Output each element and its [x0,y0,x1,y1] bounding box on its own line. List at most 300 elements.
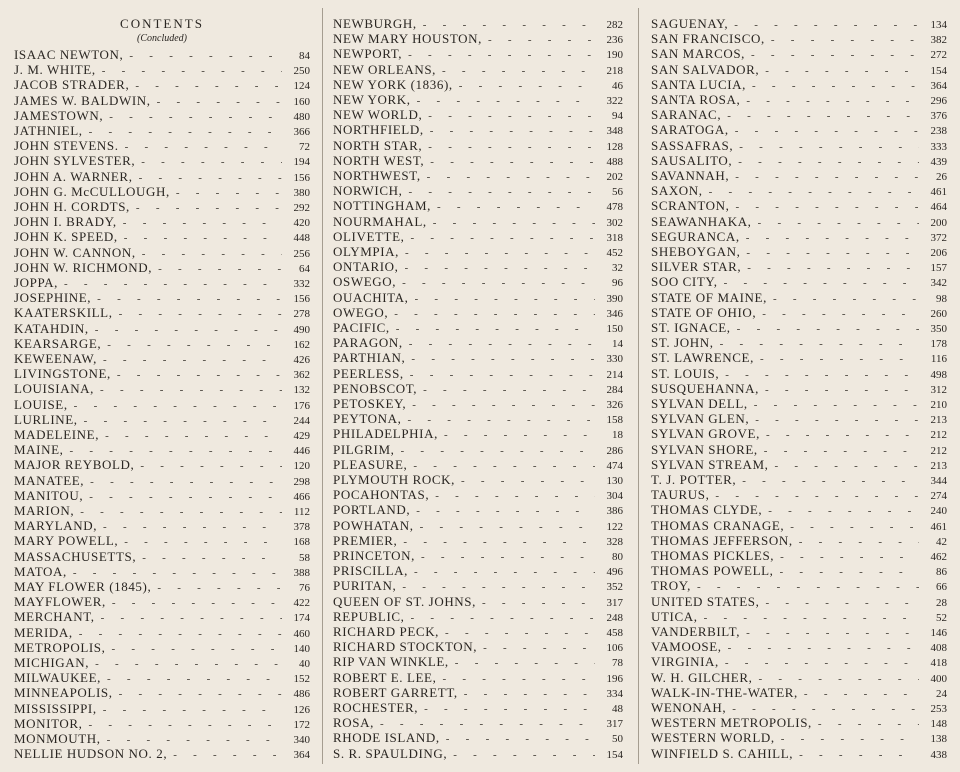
contents-entry [333,715,623,730]
contents-entry [651,259,947,274]
contents-entry [333,487,623,502]
contents-entry [651,746,947,761]
entry-title: WALK-IN-THE-WATER, [651,684,798,700]
entry-page-number: 438 [930,748,947,761]
entry-page-number: 376 [930,110,947,123]
entry-page-number: 213 [930,414,947,427]
entry-page-number: 24 [936,687,947,700]
entry-page-number: 426 [293,354,310,366]
contents-entry [14,473,310,488]
contents-entry [333,396,623,411]
entry-page-number: 130 [606,475,623,487]
entry-page-number: 238 [930,125,947,138]
entry-page-number: 96 [612,277,623,290]
entry-page-number: 364 [930,79,947,92]
contents-entry [333,290,623,305]
entry-title: NELLIE HUDSON NO. 2, [14,746,168,762]
contents-entry [333,274,623,289]
entry-title: LURLINE, [14,411,78,427]
entry-page-number: 162 [293,338,310,351]
entry-title: JOHN I. BRADY, [14,214,117,230]
entry-title: NEW YORK, [333,92,411,107]
entry-page-number: 132 [293,384,310,397]
contents-entry [651,654,947,669]
entry-page-number: 318 [606,231,623,244]
entry-page-number: 200 [930,216,947,229]
entry-title: SYLVAN DELL, [651,396,748,411]
entry-title: NEW MARY HOUSTON, [333,31,482,47]
entry-page-number: 240 [930,505,947,518]
entry-title: NEW YORK (1836), [333,76,453,92]
entry-title: NOURMAHAL, [333,213,427,229]
entry-title: THOMAS POWELL, [651,563,774,579]
entry-title: SYLVAN GROVE, [651,426,760,442]
entry-title: JOHN A. WARNER, [14,168,133,184]
entry-title: PEERLESS, [333,365,404,381]
contents-entry [14,488,310,503]
entry-page-number: 18 [612,429,623,442]
contents-entry [14,260,310,275]
contents-entry [14,625,310,640]
contents-entry [14,579,310,594]
entry-page-number: 250 [293,65,310,78]
contents-entry [333,381,623,396]
entry-page-number: 462 [930,551,947,563]
entry-title: MICHIGAN, [14,655,90,670]
contents-entry [651,426,947,441]
entry-title: NEW WORLD, [333,107,423,123]
entry-page-number: 157 [930,262,947,275]
contents-entry [333,654,623,669]
entry-page-number: 236 [606,34,623,47]
entry-title: NEWBURGH, [333,16,417,31]
entry-title: VANDERBILT, [651,624,741,639]
contents-entry [333,609,623,624]
entry-title: THOMAS PICKLES, [651,548,775,563]
entry-page-number: 158 [606,414,623,427]
entry-page-number: 56 [612,186,623,199]
entry-title: UTICA, [651,608,698,624]
entry-page-number: 94 [612,110,623,123]
entry-title: TROY, [651,578,691,594]
entry-title: ROBERT E. LEE, [333,669,437,685]
contents-entry [651,457,947,472]
contents-entry [333,31,623,46]
entry-title: JOHN G. McCULLOUGH, [14,183,170,199]
entry-title: MONMOUTH, [14,731,101,746]
contents-entry [333,77,623,92]
contents-entry [14,290,310,305]
entry-title: NORTH WEST, [333,152,425,168]
entry-title: ST. LOUIS, [651,365,720,381]
entry-page-number: 372 [930,231,947,244]
dot-leader [173,748,282,763]
contents-entry [651,472,947,487]
contents-entry [333,533,623,548]
entry-page-number: 260 [930,307,947,320]
entry-title: PEYTONA, [333,411,402,427]
contents-entry [14,305,310,320]
contents-entry [333,153,623,168]
entry-title: JOHN K. SPEED, [14,229,118,245]
entry-page-number: 274 [930,490,947,503]
contents-entry [651,198,947,213]
contents-entry [651,487,947,502]
entry-title: WINFIELD S. CAHILL, [651,745,794,761]
entry-page-number: 378 [293,521,310,534]
entry-page-number: 380 [293,186,310,199]
entry-page-number: 362 [293,369,310,382]
entry-page-number: 256 [293,247,310,260]
entry-page-number: 42 [936,535,947,548]
entry-title: JOSEPHINE, [14,290,92,306]
entry-title: SCRANTON, [651,198,730,214]
entry-page-number: 272 [930,49,947,62]
entry-title: SASSAFRAS, [651,137,734,153]
contents-entry [14,245,310,260]
column-divider [638,8,639,764]
entry-title: KAATERSKILL, [14,305,113,321]
entry-page-number: 72 [299,141,310,154]
entry-page-number: 278 [293,308,310,321]
contents-entry [651,335,947,350]
entry-title: MATOA, [14,563,67,579]
contents-entry [14,731,310,746]
entry-title: SHEBOYGAN, [651,244,741,259]
contents-entry [333,518,623,533]
entry-page-number: 253 [930,703,947,715]
entry-page-number: 134 [930,19,947,31]
contents-entry [14,138,310,153]
contents-entry [14,321,310,336]
entry-page-number: 342 [930,277,947,290]
contents-entry [14,366,310,381]
entry-page-number: 322 [606,95,623,107]
entry-title: ROBERT GARRETT, [333,684,458,700]
entry-page-number: 122 [606,520,623,533]
contents-entry [14,412,310,427]
entry-title: PILGRIM, [333,441,395,457]
entry-title: OWEGO, [333,304,389,320]
entry-title: JATHNIEL, [14,123,83,138]
entry-page-number: 196 [606,672,623,685]
entry-title: SAGUENAY, [651,16,729,31]
entry-page-number: 330 [606,353,623,366]
entry-title: KEARSARGE, [14,335,102,351]
contents-entry [651,624,947,639]
contents-entry [14,701,310,716]
entry-title: PLYMOUTH ROCK, [333,472,455,487]
entry-page-number: 420 [293,217,310,230]
entry-page-number: 400 [930,672,947,685]
entry-title: OLYMPIA, [333,244,399,259]
entry-title: MAY FLOWER (1845), [14,579,152,594]
contents-entry [333,563,623,578]
entry-title: JOPPA, [14,275,58,290]
contents-entry [14,594,310,609]
contents-entry [651,168,947,183]
dot-leader [453,748,595,763]
contents-entry [333,594,623,609]
entry-page-number: 248 [606,611,623,624]
entry-title: NORWICH, [333,183,403,199]
entry-title: RICHARD PECK, [333,624,440,639]
entry-page-number: 461 [930,186,947,199]
entry-title: REPUBLIC, [333,608,405,624]
entry-page-number: 486 [293,688,310,701]
contents-entry [333,426,623,441]
contents-entry [333,138,623,153]
entry-title: PLEASURE, [333,456,408,472]
entry-title: NORTH STAR, [333,137,423,153]
contents-entry [651,563,947,578]
contents-entry [333,624,623,639]
entry-page-number: 302 [606,216,623,229]
entry-page-number: 174 [293,612,310,625]
entry-title: OLIVETTE, [333,228,405,244]
contents-entry [651,138,947,153]
entry-page-number: 304 [606,490,623,503]
contents-entry [651,350,947,365]
contents-entry [333,730,623,745]
contents-entry [14,275,310,290]
entry-page-number: 84 [299,50,310,62]
entry-title: SANTA ROSA, [651,92,741,107]
entry-page-number: 326 [606,399,623,411]
contents-entry [14,655,310,670]
contents-entry [333,122,623,137]
entry-page-number: 14 [612,338,623,351]
contents-entry [651,700,947,715]
entry-title: MARYLAND, [14,518,98,534]
entry-page-number: 344 [930,475,947,487]
entry-page-number: 317 [606,596,623,609]
entry-page-number: 282 [606,19,623,31]
contents-entry [14,457,310,472]
contents-entry [333,685,623,700]
entry-title: MILWAUKEE, [14,670,101,686]
entry-title: SILVER STAR, [651,259,742,275]
entry-title: MINNEAPOLIS, [14,685,113,701]
entry-page-number: 178 [930,338,947,351]
entry-title: WENONAH, [651,700,727,715]
entry-page-number: 148 [930,718,947,731]
contents-entry [14,503,310,518]
contents-entry [651,290,947,305]
column-divider [322,8,323,764]
contents-entry [333,335,623,350]
entry-title: ISAAC NEWTON, [14,47,124,62]
entry-page-number: 429 [293,430,310,442]
entry-page-number: 390 [606,292,623,305]
contents-entry [14,533,310,548]
contents-entry [333,472,623,487]
entry-page-number: 140 [293,642,310,655]
contents-entry [14,169,310,184]
entry-title: PARAGON, [333,335,403,351]
contents-entry [651,77,947,92]
contents-entry [333,411,623,426]
entry-title: MADELEINE, [14,427,100,442]
contents-entry [651,381,947,396]
entry-page-number: 496 [606,566,623,579]
entry-page-number: 474 [606,459,623,472]
contents-entry [651,229,947,244]
contents-entry [651,578,947,593]
page-title: CONTENTS [120,16,204,31]
entry-page-number: 86 [936,566,947,579]
entry-title: OSWEGO, [333,274,397,290]
contents-entry [651,62,947,77]
contents-entry [14,670,310,685]
entry-page-number: 284 [606,383,623,396]
entry-title: PACIFIC, [333,320,390,335]
entry-title: SAN MARCOS, [651,46,746,62]
contents-entry [333,502,623,517]
entry-page-number: 408 [930,642,947,655]
entry-title: KEWEENAW, [14,351,97,366]
entry-page-number: 190 [606,49,623,62]
contents-entry [14,351,310,366]
entry-title: VAMOOSE, [651,639,722,655]
entry-page-number: 388 [293,566,310,579]
entry-title: WESTERN METROPOLIS, [651,715,812,731]
contents-entry [14,229,310,244]
entry-page-number: 350 [930,323,947,335]
entry-page-number: 312 [930,383,947,396]
entry-page-number: 333 [930,140,947,153]
dot-leader [799,748,919,763]
contents-entry [651,46,947,61]
entry-title: W. H. GILCHER, [651,669,753,685]
entry-page-number: 334 [606,687,623,700]
entry-page-number: 366 [293,126,310,138]
contents-entry [14,214,310,229]
entry-title: RHODE ISLAND, [333,730,440,746]
contents-entry [333,214,623,229]
contents-entry [14,123,310,138]
entry-page-number: 116 [930,353,947,366]
contents-entry [333,548,623,563]
contents-entry [651,518,947,533]
contents-entry [333,244,623,259]
contents-entry [333,639,623,654]
contents-entry [333,16,623,31]
contents-entry [333,107,623,122]
entry-page-number: 490 [293,323,310,336]
entry-title: JAMESTOWN, [14,107,104,123]
contents-entry [651,730,947,745]
contents-entry [333,700,623,715]
entry-title: POWHATAN, [333,517,414,533]
contents-entry [651,639,947,654]
entry-title: THOMAS JEFFERSON, [651,532,793,548]
entry-title: PENOBSCOT, [333,380,418,396]
entry-title: ST. LAWRENCE, [651,350,754,366]
contents-entry [651,305,947,320]
entry-page-number: 464 [930,201,947,214]
entry-page-number: 317 [606,718,623,731]
entry-title: LIVINGSTONE, [14,366,111,382]
contents-entry [14,427,310,442]
entry-page-number: 386 [606,505,623,518]
contents-entry [651,92,947,107]
contents-entry [651,31,947,46]
entry-title: MERIDA, [14,624,73,640]
entry-title: KATAHDIN, [14,320,89,336]
entry-title: JOHN STEVENS. [14,138,119,154]
contents-entry [651,548,947,563]
entry-page-number: 66 [936,581,947,594]
contents-entry [333,746,623,761]
entry-title: MANITOU, [14,487,84,503]
contents-entry [14,47,310,62]
entry-title: SAXON, [651,183,703,199]
entry-title: WESTERN WORLD, [651,730,775,746]
entry-title: MAJOR REYBOLD, [14,457,135,473]
entry-title: POCAHONTAS, [333,487,430,503]
entry-title: ONTARIO, [333,259,399,275]
entry-page-number: 138 [930,733,947,746]
entry-title: PORTLAND, [333,502,411,518]
entry-title: PARTHIAN, [333,350,406,366]
entry-page-number: 448 [293,232,310,245]
contents-entry [14,746,310,761]
contents-entry [14,184,310,199]
contents-entry [651,122,947,137]
entry-title: PHILADELPHIA, [333,426,438,442]
entry-page-number: 214 [606,368,623,381]
entry-title: JOHN SYLVESTER, [14,153,136,169]
contents-entry [14,153,310,168]
entry-title: RICHARD STOCKTON, [333,639,478,655]
contents-entry [14,442,310,457]
contents-entry [333,183,623,198]
entry-title: VIRGINIA, [651,654,719,670]
entry-title: PRISCILLA, [333,563,408,579]
entry-title: STATE OF OHIO, [651,304,757,320]
contents-entry [651,366,947,381]
contents-entry [651,594,947,609]
entry-page-number: 48 [612,703,623,715]
entry-title: MARION, [14,503,75,518]
contents-entry [651,320,947,335]
entry-page-number: 106 [606,642,623,655]
contents-entry [651,411,947,426]
entry-page-number: 348 [606,125,623,138]
entry-title: JOHN W. CANNON, [14,244,136,260]
contents-entry [651,183,947,198]
entry-page-number: 446 [293,445,310,458]
entry-title: LOUISE, [14,396,68,412]
entry-page-number: 480 [293,110,310,123]
entry-page-number: 292 [293,202,310,214]
contents-entry [14,685,310,700]
entry-page-number: 64 [299,262,310,275]
contents-entry [14,518,310,533]
entry-title: SUSQUEHANNA, [651,380,759,396]
contents-entry [14,108,310,123]
entry-title: SAUSALITO, [651,152,733,168]
entry-title: RIP VAN WINKLE, [333,654,449,670]
entry-title: JOHN W. RICHMOND, [14,259,153,275]
entry-page-number: 32 [612,262,623,275]
entry-page-number: 28 [936,596,947,609]
contents-entry [14,549,310,564]
contents-entry [333,62,623,77]
entry-page-number: 80 [612,551,623,563]
entry-page-number: 172 [293,718,310,731]
